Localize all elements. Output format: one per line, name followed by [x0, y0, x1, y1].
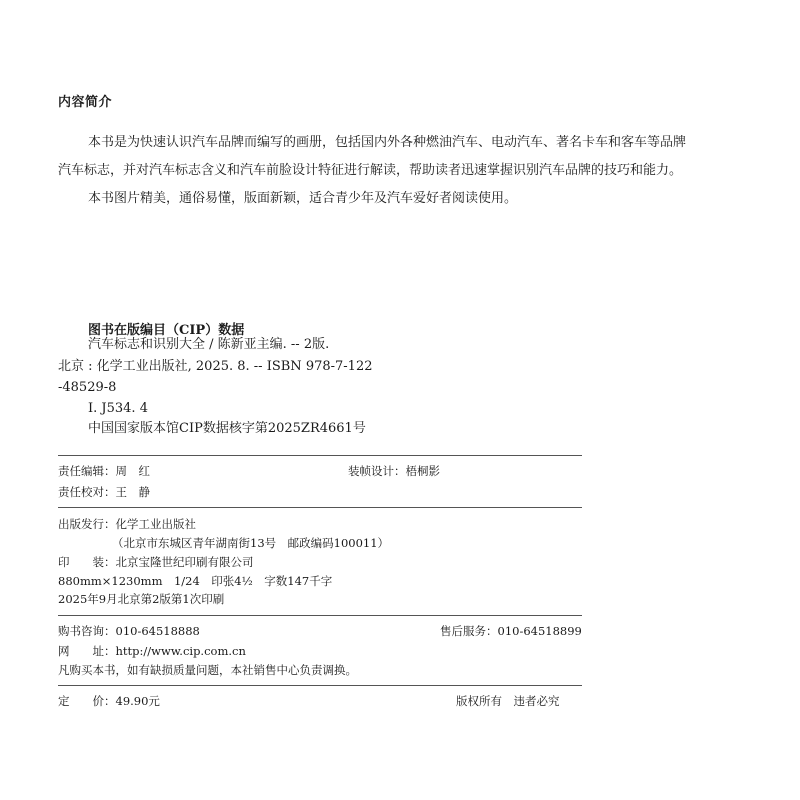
service-hotline: 售后服务：010-64518899: [440, 624, 582, 638]
publisher: 出版发行：化学工业出版社: [58, 517, 196, 531]
cip-line-1: 汽车标志和识别大全 / 陈新亚主编. -- 2版.: [88, 337, 330, 352]
credit-proofreader: 责任校对：王 静: [58, 485, 150, 499]
summary-paragraph-1-line-2: 汽车标志，并对汽车标志含义和汽车前脸设计特征进行解读，帮助读者迅速掌握识别汽车品牌的技巧和能力。: [58, 163, 683, 178]
cip-line-2: 北京 : 化学工业出版社, 2025. 8. -- ISBN 978-7-122: [58, 359, 373, 374]
divider-3: [58, 615, 582, 616]
edition-info: 2025年9月北京第2版第1次印刷: [58, 592, 225, 606]
price: 定 价：49.90元: [58, 694, 160, 708]
cip-title: 图书在版编目（CIP）数据: [88, 323, 245, 338]
book-format: 880mm×1230mm 1/24 印张4½ 字数147千字: [58, 574, 333, 588]
cip-line-5: 中国国家版本馆CIP数据核字第2025ZR4661号: [88, 421, 366, 436]
summary-paragraph-2: 本书图片精美，通俗易懂，版面新颖，适合青少年及汽车爱好者阅读使用。: [88, 191, 518, 206]
summary-heading: 内容简介: [58, 95, 113, 110]
summary-paragraph-1-line-1: 本书是为快速认识汽车品牌而编写的画册，包括国内外各种燃油汽车、电动汽车、著名卡车和客车等品牌: [88, 135, 687, 150]
summary-body: [58, 129, 748, 213]
divider-4: [58, 685, 582, 686]
exchange-notice: 凡购买本书，如有缺损质量问题，本社销售中心负责调换。: [58, 663, 357, 677]
cip-line-4: Ⅰ. J534. 4: [88, 401, 148, 416]
purchase-hotline: 购书咨询：010-64518888: [58, 624, 200, 638]
copyright-notice: 版权所有 违者必究: [456, 694, 560, 708]
cip-line-3: -48529-8: [58, 380, 117, 395]
divider-2: [58, 507, 582, 508]
credit-editor: 责任编辑：周 红: [58, 464, 150, 478]
printer: 印 装：北京宝隆世纪印刷有限公司: [58, 555, 254, 569]
divider-1: [58, 455, 582, 456]
website: 网 址：http://www.cip.com.cn: [58, 644, 246, 658]
credit-designer: 装帧设计：梧桐影: [348, 464, 440, 478]
publisher-address: （北京市东城区青年湖南街13号 邮政编码100011）: [112, 536, 390, 550]
